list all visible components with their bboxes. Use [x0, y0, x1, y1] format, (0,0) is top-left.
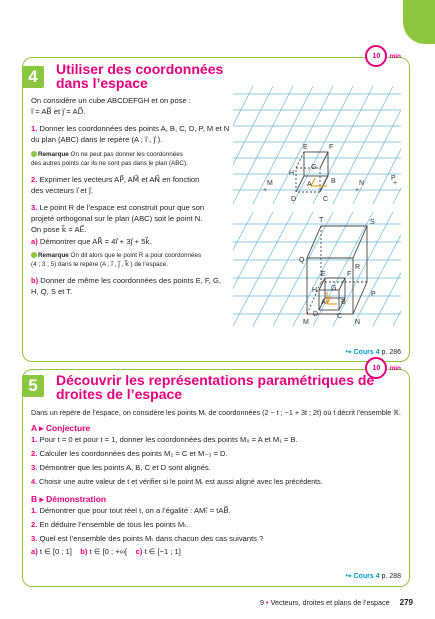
exercise-4-card: [22, 52, 410, 362]
question-a4: [31, 477, 323, 487]
grid-lines: [233, 212, 401, 326]
remark-2-line-2: (4 ; 3 ; 5) dans le repère (A ; i⃗ , j⃗ , k⃗ ) de l’espace.: [31, 261, 168, 268]
point-label: A: [321, 299, 326, 306]
subquestion-label: b): [31, 276, 39, 285]
timer-badge: [365, 45, 401, 67]
point-label: B: [341, 299, 346, 306]
remark-1: [31, 151, 183, 160]
question-text: Le point R de l’espace est construit pour que son: [39, 203, 205, 212]
exercise-title: Découvrir les représentations paramétriques de droites de l’espace: [56, 372, 375, 402]
point-label: H: [289, 170, 295, 177]
remark-label: Remarque: [38, 252, 69, 259]
point-label: D: [291, 196, 297, 203]
remark-text: On ne peut pas donner les coordonnées: [70, 151, 183, 158]
case-text: t ∈ [−1 ; 1]: [144, 547, 181, 556]
case-label: b): [80, 547, 88, 556]
point-label: P: [371, 291, 376, 298]
exercise-number: 4: [22, 66, 44, 88]
question-text: Exprimer les vecteurs AP⃗, AM⃗ et AN⃗ en fonction: [39, 175, 200, 184]
question-3: [31, 203, 204, 213]
chapter-title: Vecteurs, droites et plans de l’espace: [270, 598, 390, 607]
question-number: 1.: [31, 124, 38, 133]
corner-tab: [403, 0, 435, 44]
remark-label: Remarque: [38, 151, 69, 158]
question-1: [31, 124, 229, 134]
timer-unit: min: [389, 52, 401, 60]
question-number: 4.: [31, 477, 37, 486]
point-cross: +: [355, 187, 360, 194]
question-3b-line-2: H, Q, S et T.: [31, 287, 73, 296]
timer-value: 10: [372, 52, 381, 60]
intro-text: Dans un repère de l’espace, on considère les points Mₜ de coordonnées (2 − t ; −1 + 3t ; 2t) où t décrit l’ensemble ℝ.: [31, 408, 401, 417]
timer-value: 10: [372, 364, 381, 372]
question-1-line-2: du plan (ABC) dans le repère (A ; i⃗ , j⃗ ).: [31, 135, 163, 144]
point-label: A: [307, 181, 312, 188]
point-label: G: [311, 164, 317, 171]
question-b1: [31, 506, 231, 516]
question-number: 3.: [31, 463, 38, 472]
exercise-number: 5: [22, 375, 44, 397]
point-label: F: [347, 271, 352, 278]
exercise-5-card: [22, 364, 410, 587]
point-cross: +: [393, 180, 398, 187]
exercise-title: Utiliser des coordonnées dans l’espace: [56, 61, 224, 91]
cours-link[interactable]: [346, 572, 401, 580]
question-3a: [31, 237, 152, 247]
cours-page: p. 288: [381, 573, 401, 580]
point-label: C: [337, 313, 343, 320]
case-label: a): [31, 547, 38, 556]
remark-icon: [31, 151, 37, 157]
point-label: D: [313, 311, 319, 318]
cours-label: Cours: [353, 573, 374, 580]
question-b3: [31, 534, 263, 544]
question-text: Quel est l’ensemble des points Mₜ dans chacun des cas suivants ?: [39, 534, 264, 543]
page-number: 279: [399, 598, 413, 607]
subquestion-text: Démontrer que AR⃗ = 4i⃗ + 3j⃗ + 5k⃗.: [39, 237, 152, 246]
question-text: Choisir une autre valeur de t et vérifier si le point Mₜ est aussi aligné avec les précédents.: [39, 477, 323, 486]
page-footer: [260, 598, 413, 607]
timer-unit: min: [389, 364, 401, 372]
case-label: c): [135, 547, 143, 556]
arrow-icon: ↪: [345, 573, 352, 580]
part-a-heading: A ▸ Conjecture: [31, 423, 91, 433]
question-number: 1.: [31, 435, 38, 444]
question-number: 1.: [31, 506, 38, 515]
question-number: 2.: [31, 449, 38, 458]
question-a2: [31, 449, 228, 459]
question-2: [31, 175, 199, 185]
question-text: Calculer les coordonnées des points M₂ = C et M₋₃ = D.: [39, 449, 228, 458]
bullet-icon: •: [266, 598, 269, 607]
point-label: N: [359, 180, 365, 187]
question-number: 2.: [31, 175, 38, 184]
cours-page: p. 286: [381, 349, 401, 356]
case-text: t ∈ [0 ; 1]: [39, 547, 72, 556]
remark-2: [31, 252, 201, 261]
question-a1: [31, 435, 298, 445]
point-label: M: [267, 180, 273, 187]
question-a3: [31, 463, 211, 473]
points-m-n: [233, 176, 401, 196]
question-2-line-2: des vecteurs i⃗ et j⃗.: [31, 186, 94, 195]
point-label: Q: [299, 257, 305, 264]
point-label: S: [370, 219, 375, 226]
question-3b: [31, 276, 221, 286]
subquestion-label: a): [31, 237, 38, 246]
subquestion-text: Donner de même les coordonnées des points E, F, G,: [40, 276, 221, 285]
point-cross: +: [263, 187, 268, 194]
cube-grid-figure-2: [233, 212, 401, 326]
arrow-icon: ↪: [345, 349, 352, 356]
question-text: Pour t = 0 et pour t = 1, donner les coordonnées des points M₀ = A et M₁ = B.: [39, 435, 298, 444]
question-text: Démontrer que les points A, B, C et D sont alignés.: [39, 463, 211, 472]
cours-number: 4: [375, 573, 380, 580]
point-label: C: [323, 196, 329, 203]
case-text: t ∈ [0 ; +∞[: [89, 547, 128, 556]
point-label: N: [355, 319, 361, 326]
question-text: Donner les coordonnées des points A, B, C, D, P, M et N: [39, 124, 230, 133]
chapter-number: 9: [260, 598, 265, 607]
remark-icon: [31, 252, 37, 258]
cours-label: Cours: [353, 349, 374, 356]
point-label: M: [303, 319, 309, 326]
question-number: 3.: [31, 534, 38, 543]
question-3-line-3: On pose k⃗ = AE⃗.: [31, 225, 87, 234]
question-b3-cases: [31, 547, 181, 557]
question-text: Démontrer que pour tout réel t, on a l’égalité : AMₜ⃗ = tAB⃗.: [39, 506, 231, 515]
point-label: R: [355, 264, 361, 271]
point-label: T: [319, 217, 324, 224]
intro-line-2: i⃗ = AB⃗ et j⃗ = AD⃗.: [31, 107, 86, 116]
point-label: E: [303, 144, 308, 151]
point-label: H: [312, 287, 318, 294]
intro-line-1: On considère un cube ABCDEFGH et on pose :: [31, 96, 191, 105]
question-number: 2.: [31, 520, 38, 529]
question-text: En déduire l’ensemble de tous les points Mₜ.: [39, 520, 189, 529]
question-3-line-2: projeté orthogonal sur le plan (ABC) soit le point N.: [31, 214, 203, 223]
point-label: G: [331, 285, 337, 292]
point-label: B: [331, 178, 336, 185]
question-number: 3.: [31, 203, 38, 212]
point-label: E: [321, 271, 326, 278]
point-label: P: [391, 175, 396, 182]
remark-1-line-2: des autres points car ils ne sont pas dans le plan (ABC).: [31, 160, 188, 167]
point-label: F: [329, 144, 334, 151]
question-b2: [31, 520, 189, 530]
cours-number: 4: [375, 349, 380, 356]
part-b-heading: B ▸ Démonstration: [31, 494, 107, 504]
remark-text: On dit alors que le point R a pour coordonnées: [70, 252, 202, 259]
cours-link[interactable]: [346, 348, 401, 356]
